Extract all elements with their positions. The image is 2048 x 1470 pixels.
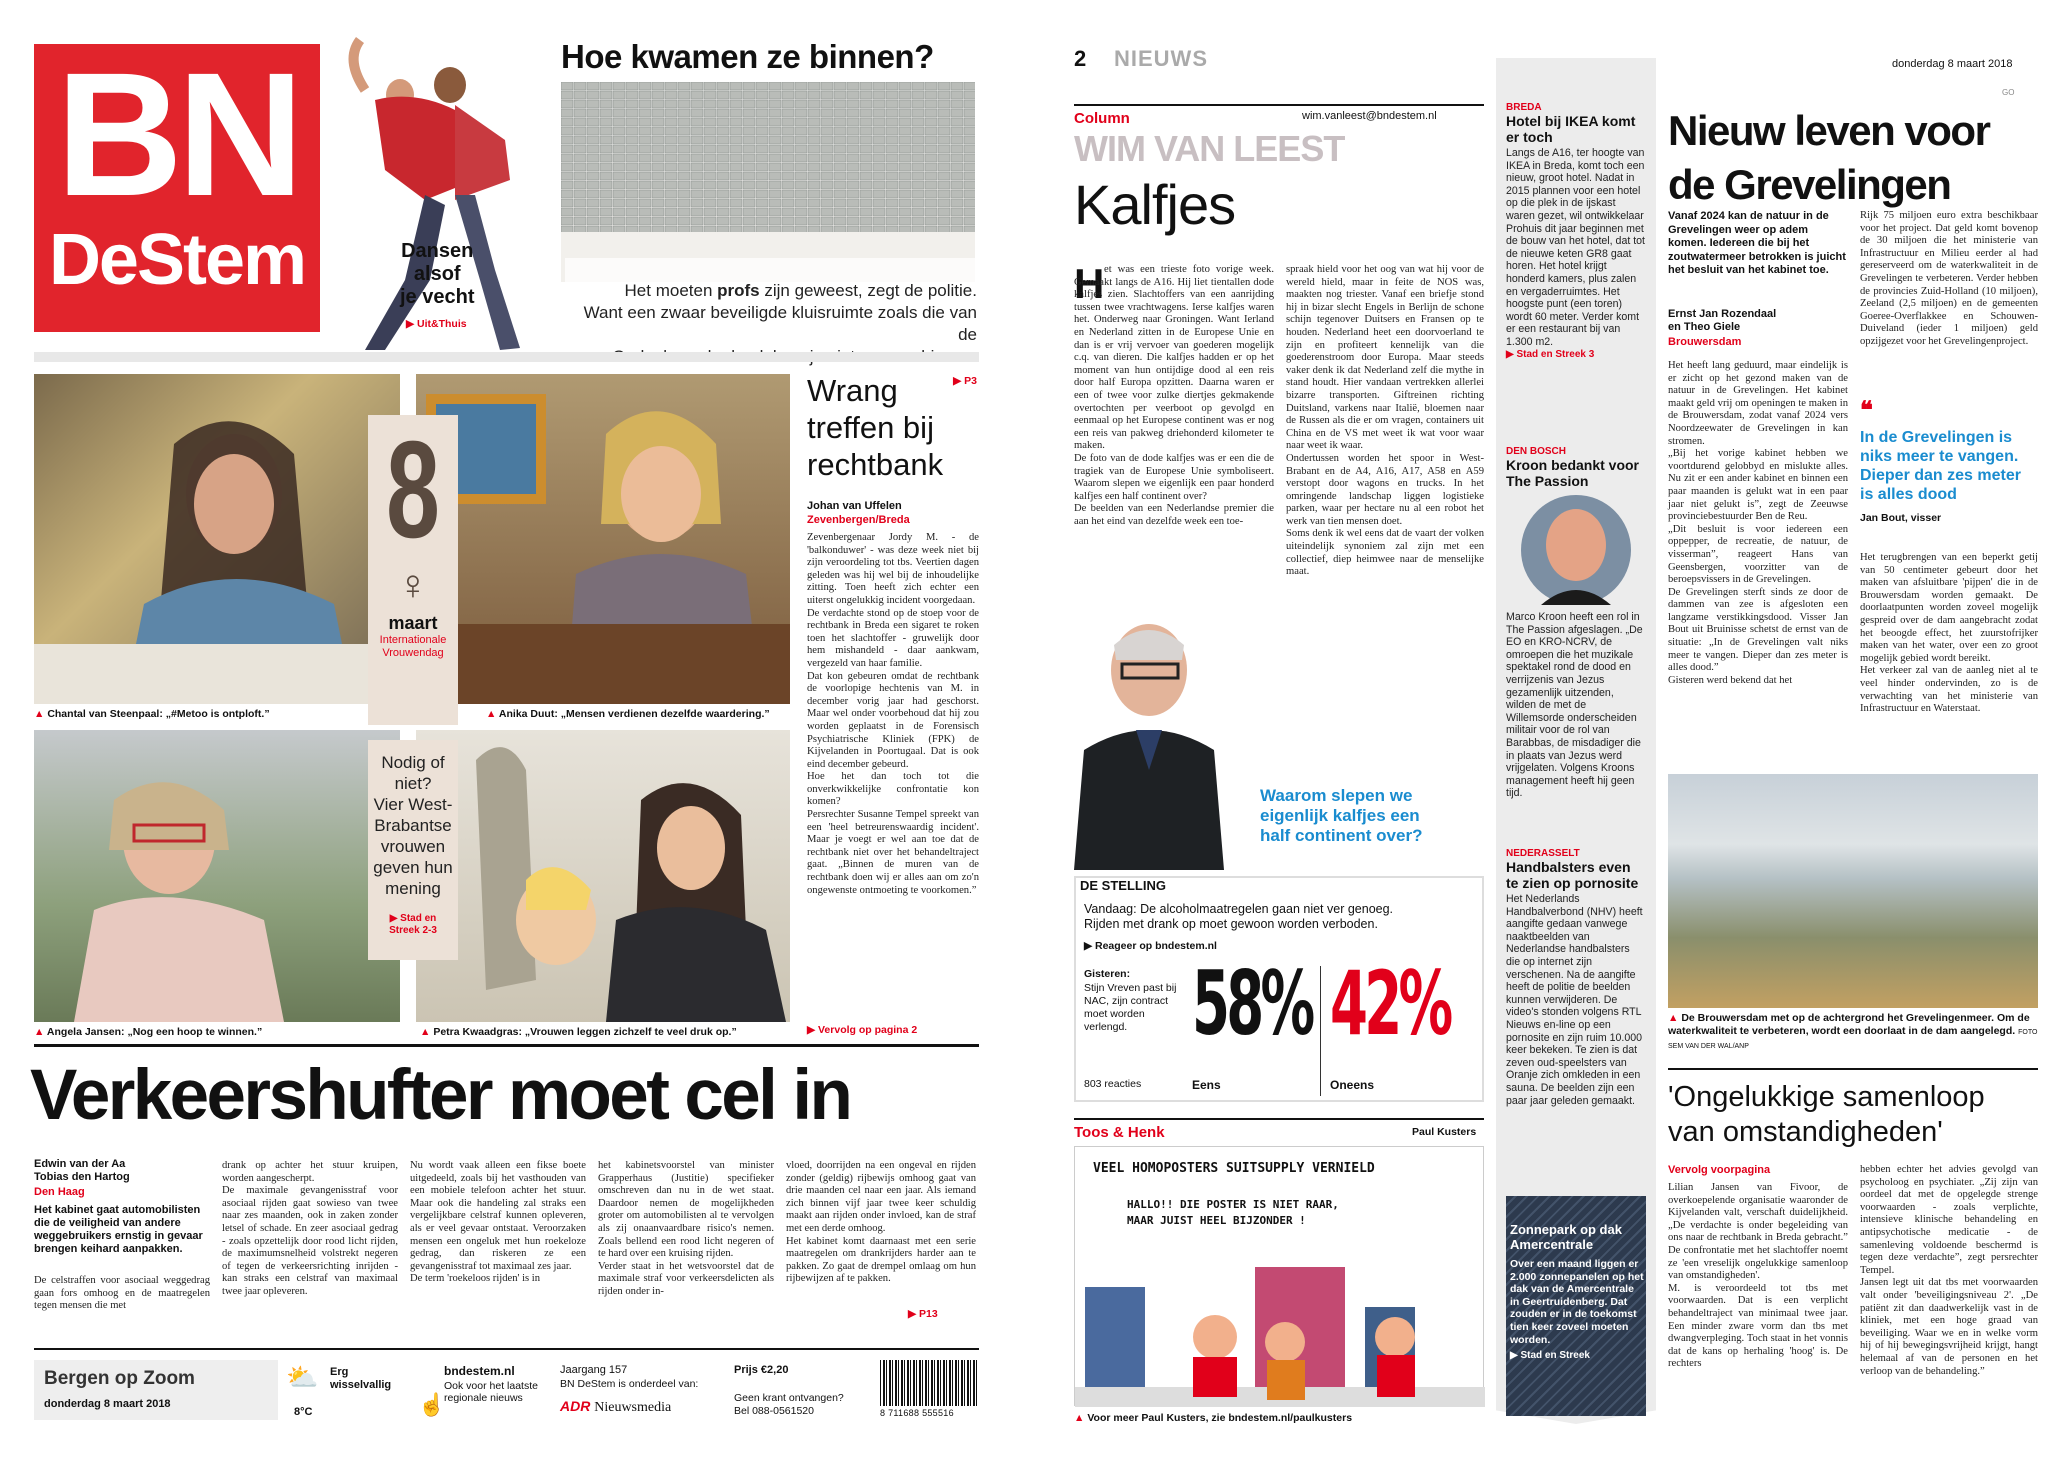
comic-caption[interactable]: ▲ Voor meer Paul Kusters, zie bndestem.nl/paulkusters [1074,1412,1352,1424]
barcode [880,1360,978,1406]
comic-drawing [1075,1247,1485,1407]
court-place: Zevenbergen/Breda [807,514,910,526]
traffic-col5: vloed, doorrijden na een ongeval en rijden zonder (geldig) rijbewijs omhoog gaat van drie maanden cel naar een jaar. Als iemand zich binnen vijf jaar twee keer schuldig maakt aan rijden onder invloed, kan de straf met een derde omhoog. Het kabinet komt daarnaast met een serie maatregelen om drankrijders harder aan te pakken. Zo gaat de drempel omlaag om hun rijbewijzen af te pakken. [786,1160,976,1285]
photo-chantal [34,374,400,704]
vault-caption-pre: Het moeten [624,281,718,300]
no-label: Oneens [1330,1078,1375,1092]
samenloop-headline[interactable]: 'Ongelukkige samenloop van omstandigheden' [1668,1081,1985,1148]
caption-petra: ▲ Petra Kwaadgras: „Vrouwen leggen zichzelf te veel druk op.” [420,1026,737,1038]
grevelingen-col2: Rijk 75 miljoen euro extra beschikbaar voor het project. Dat geld komt bovenop de 30 miljoen die het ministerie van Infrastructuur en Milieu eerder al had gereserveerd om de waterkwaliteit in de Grevelingen te verbeteren. Verder hebben de provincies Zuid-Holland (10 miljoen), Zeeland (2,5 miljoen) en de gemeenten Goeree-Overflakkee en Schouwen-Duiveland (ieder 1 miljoen) geld opzijgezet voor het Grevelingenproject. [1860,210,2038,347]
sidebar-text: Het Nederlands Handbalverbond (NHV) heeft aangifte gedaan vanwege naaktbeelden van Nederlandse handbalsters die op internet zijn verschenen. Na de aangifte heeft de politie de beelden kunnen verwijderen. De video's stonden volgens RTL Nieuws en-line op een pornosite en zijn ruim 10.000 keer bekeken. Te zien is dat zeven oud-speelsters van Oranje zich omkleden in een sauna. De beelden zijn een paar jaar geleden gemaakt. [1506,893,1643,1107]
grevelingen-authors: Ernst Jan Rozendaal en Theo Giele [1668,308,1777,333]
comic-top-rule [1074,1118,1484,1120]
stelling-yesterday: Stijn Vreven past bij NAC, zijn contract moet worden verlengd. [1084,982,1177,1033]
traffic-col2: drank op achter het stuur kruipen, worden aangescherpt. De maximale gevangenisstraf voor asociaal rijden gaat sowieso van twee naar zes maanden, ook in zaken zonder letsel of schade. En zeer asociaal gedrag - zoals opzettelijk door rood licht rijden, de maximumsnelheid volstrekt negeren of tegen de verkeersrichting inrijden - kan straks een celstraf van maximaal twee jaar opleveren. [222,1160,398,1297]
sidebar-item-breda[interactable] [1506,102,1646,360]
sidebar-title: Kroon bedankt voor The Passion [1506,457,1640,489]
yes-label: Eens [1192,1078,1221,1092]
mid-divider [34,1044,979,1047]
vault-caption-bold: profs [717,281,760,300]
sidebar-text: Langs de A16, ter hoogte van IKEA in Breda, komt toch een nieuw, groot hotel. Nadat in 2015 plannen voor een hotel op die plek in de ijskast waren gezet, wil ontwikkelaar Prohuis dit jaar beginnen met de bouw van het hotel, dat tot de nieuwe keten GR8 gaat horen. Het hotel krijgt honderd kamers, plus zalen en vergaderruimtes. Het hoogste punt (een toren) wordt 60 meter. Verder komt er een restaurant bij van 1.300 m2. [1506,147,1645,348]
teaser-text: Nodig of niet? Vier West- Brabantse vrouwen geven hun mening [373,753,453,898]
court-body: Zevenbergenaar Jordy M. - de 'balkonduwer' - was deze week niet bij zijn veroordeling tot tbs. Veertien dagen geleden was hij wel bij de inhoudelijke zitting. Toen heeft zich echter een uiterst ongelukkig incident voorgedaan. De verdachte stond op de stoep voor de rechtbank in Breda een sigaret te roken toen het slachtoffer - gruwelijk door hem mishandeld - daar aankwam, vergezeld van haar familie. Dat kon gebeuren omdat de rechtbank de voorlopige hechtenis van M. in december vorig jaar had geschorst. Maar wel onder voorbehoud dat hij zou worden geplaatst in de Forensisch Psychiatrische Kliniek (FPK) de Kijvelanden in Poortugaal. Dat is ook eind december gebeurd. Hoe het dan toch tot die onverkwikkelijke confrontatie kon komen? Persrechter Susanne Tempel spreekt van een 'heel betreurenswaardig incident'. Maar je voegt er wel aan toe dat de rechtbank niet over het behandeltraject gaat. „Binnen de muren van de rechtbank doen wij er alles aan om zo'n ongewenste ontmoeting te voorkomen.” [807,532,979,896]
traffic-ref[interactable]: ▶ P13 [908,1308,938,1320]
stelling-box [1074,876,1484,1102]
barcode-number: 8 711688 555516 [880,1408,954,1418]
vrouwendag-teaser-box[interactable] [368,740,458,960]
comic-panel [1074,1146,1484,1406]
traffic-place: Den Haag [34,1186,85,1198]
solar-ref[interactable]: ▶ Stad en Streek [1510,1350,1644,1361]
weather-text: Erg wisselvallig [330,1366,392,1391]
footer-site[interactable]: bndestem.nl [444,1364,515,1378]
sidebar-place: NEDERASSELT [1506,848,1580,859]
photo-petra [416,730,790,1022]
stelling-yesterday-label: Gisteren: [1084,968,1131,980]
no-percentage: 42% [1330,952,1450,1055]
caption-chantal: ▲ Chantal van Steenpaal: „#Metoo is ontploft.” [34,708,270,720]
adr-logo-sub: Nieuwsmedia [594,1400,672,1415]
footer-jaargang: Jaargang 157 [560,1364,628,1376]
column-kicker: Column [1074,110,1130,127]
brouwersdam-caption [1668,1012,2038,1053]
region-name: Bergen op Zoom [44,1368,195,1389]
vrouwendag-box [368,415,458,725]
court-author: Johan van Uffelen [807,500,902,512]
court-headline[interactable]: Wrang treffen bij rechtbank [807,373,944,482]
adr-logo [560,1398,671,1416]
sidebar-item-solar[interactable] [1510,1222,1644,1361]
photo-anika [416,374,790,704]
footer-price: Prijs €2,20 [734,1364,789,1376]
column-author: WIM VAN LEEST [1074,128,1345,169]
female-symbol-icon: ♀ [397,561,429,608]
page-number: 2 [1074,46,1087,71]
weather-icon: ⛅ [286,1362,319,1392]
grevelingen-quote-by: Jan Bout, visser [1860,512,1942,524]
column-col1: et was een trieste foto vorige week. Gemaakt langs de A16. Hij liet tientallen dode kalfjes zien. Slachtoffers van een aanrijding tussen twee vrachtwagens. Ierse kalfjes waren het. Onderweg naar Groningen. Want Ierland en Nederland zitten in de Europese Unie en dan is er vrij vervoer van goederen mogelijk c.q. van dieren. Die kalfjes hadden er op het moment van hun ontijdige dood al een reis door half Europa opzitten. Daarna waren er een of twee voor zulke diertjes gekmakende overtochten per veerboot op gevolgd en eenmaal op het Europese continent was er nog een reis van pakweg driehonderd kilometer te maken. De foto van de dode kalfjes was er een die de tragiek van de Europese Unie symboliseert. Waarom slepen we eigenlijk een paar honderd kalfjes een half continent over? De beelden van een Nederlandse premier die aan het eind van dezelfde week een toe- [1074,264,1274,527]
solar-title: Zonnepark op dak Amercentrale [1510,1222,1622,1252]
front-page [0,0,1000,1470]
grevelingen-lead: Vanaf 2024 kan de natuur in de Grevelingen weer op adem komen. Iedereen die bij het zoutwatermeer betrokken is juicht het besluit van het kabinet toe. [1668,210,1846,276]
grevelingen-headline[interactable]: Nieuw leven voor de Grevelingen [1668,107,1990,208]
comic-headline: VEEL HOMOPOSTERS SUITSUPPLY VERNIELD [1093,1161,1375,1176]
grevelingen-col1: Het heeft lang geduurd, maar eindelijk is er zicht op het gezond maken van de natuur in de Grevelingen. Het kabinet maakt geld vrij om openingen te maken in de Brouwersdam, zodat vanaf 2024 vers Noordzeewater de Grevelingen in kan stromen. „Bij het vorige kabinet hebben we voortdurend gelobbyd en mislukte alles. Nu zit er een ander kabinet en binnen een paar maanden is gelukt wat in een paar jaar niet gelukt is”, zegt de Zeeuwse provinciebestuurder Ben de Reu. „Dit besluit is voor iedereen een oppepper, de recreatie, de natuur, de visserman”, reageert Hans van Geensbergen, voorzitter van de beroepsvissers in de Grevelingen. De Grevelingen sterft sinds ze door de dammen van zee is afgesloten een langzame verstikkingsdood. Visser Jan Bout uit Bruinisse schetst de ernst van de situatie: „In de Grevelingen valt niks meer te vangen. Dieper dan zes meter is alles dood.” Gisteren werd bekend dat het [1668,360,1848,686]
sidebar-title: Handbalsters even te zien op pornosite [1506,859,1639,891]
weather-temp: 8°C [294,1406,313,1418]
column-top-rule [1074,104,1484,106]
adr-logo-mark: ADR [560,1398,591,1414]
photo-angela [34,730,400,1022]
teaser-ref[interactable]: ▶ Stad en Streek 2-3 [368,913,458,937]
region-box [34,1360,278,1420]
masthead-bn: BN [55,37,299,233]
footer-partof: BN DeStem is onderdeel van: [560,1378,699,1390]
photo-credit: FOTO SEM VAN DER WAL/ANP [1668,1029,2038,1050]
samenloop-col1: Lilian Jansen van Fivoor, de overkoepelende organisatie waaronder de Kijvelanden valt, verschaft duidelijkheid. „De verdachte is onder begeleiding van ons naar de rechtbank in Breda gebracht.” De confrontatie met het slachtoffer noemt ze 'een vreselijk ongelukkige samenloop van omstandigheden'. M. is veroordeeld tot tbs met voorwaarden. Dat is een verplicht behandeltraject van minimaal twee jaar. Een minder zware vorm dan tbs met dwangverpleging. Toch staat in het vonnis dat de kans op herhaling 'hoog' is. De rechters [1668,1182,1848,1370]
comic-title: Toos & Henk [1074,1124,1165,1141]
court-ref[interactable]: ▶ Vervolg op pagina 2 [807,1024,917,1036]
stelling-text: Vandaag: De alcoholmaatregelen gaan niet ver genoeg. Rijden met drank op moet gewoon worden verboden. [1084,902,1394,931]
vault-photo [561,82,975,282]
page-date: donderdag 8 maart 2018 [1892,58,2013,70]
masthead-destem: DeStem [48,220,306,300]
brouwersdam-photo [1668,774,2038,1008]
column-email[interactable]: wim.vanleest@bndestem.nl [1302,110,1437,122]
traffic-headline[interactable]: Verkeershufter moet cel in [30,1056,851,1135]
traffic-col1: De celstraffen voor asociaal weggedrag gaan fors omhoog en de maatregelen tegen mensen die met [34,1275,210,1312]
comic-artist: Paul Kusters [1412,1126,1477,1138]
footer-rule [34,1348,979,1350]
stelling-react[interactable]: ▶ Reageer op bndestem.nl [1084,940,1217,952]
footer-site-sub: Ook voor het laatste regionale nieuws [444,1380,538,1404]
date-number: 8 [386,413,440,567]
stelling-label: DE STELLING [1076,878,1170,893]
comic-speech: HALLO!! DIE POSTER IS NIET RAAR, MAAR JUIST HEEL BIJZONDER ! [1127,1198,1339,1227]
vault-caption-post: zijn geweest, zegt de politie. Want een zwaar beveiligde kluisruimte zoals die van de [583,281,977,344]
vault-headline[interactable]: Hoe kwamen ze binnen? [561,38,934,75]
caption-angela: ▲ Angela Jansen: „Nog een hoop te winnen.” [34,1026,262,1038]
dance-ref[interactable]: ▶ Uit&Thuis [406,318,467,330]
stelling-reacties: 803 reacties [1084,1078,1142,1090]
dance-title[interactable]: Dansen alsof je vecht [400,240,475,308]
kroon-photo [1521,495,1631,605]
masthead-logo[interactable] [34,37,320,332]
sidebar-text: Marco Kroon heeft een rol in The Passion afgeslagen. „De EO en KRO-NCRV, de omroepen die het muzikale spektakel rond de dood en verrijzenis van Jezus gezamenlijk uitzenden, wilden de met de Willemsorde onderscheiden militair voor de rol van Barabbas, de misdadiger die in plaats van Jezus werd vrijgelaten. Volgens Kroons management heeft hij geen tijd. [1506,611,1643,800]
vault-ref[interactable]: ▶ P3 [953,375,977,387]
yes-percentage: 58% [1192,952,1312,1055]
inside-page [1040,0,2048,1470]
poll-divider [1320,966,1321,1096]
solar-text: Over een maand liggen er 2.000 zonnepanelen op het dak van de Amercentrale in Geertruidenberg. Dat zouden er in de toekomst tien keer zoveel moeten worden. [1510,1258,1644,1346]
sidebar-item-denbosch[interactable] [1506,446,1646,800]
traffic-col4: het kabinetsvoorstel van minister Grapperhaus (Justitie) specifieker omschreven dan nu in de wet staat. Daardoor nemen de mogelijkheden groter om automobilisten al te vervolgen als zij onaanvaardbare risico's nemen. Zoals bellend een rood licht negeren of te hard over een kruising rijden. Verder staat in het wetsvoorstel dat de maximale straf voor verkeersdelicten als rijden onder in- [598,1160,774,1297]
footer-date: donderdag 8 maart 2018 [44,1398,171,1410]
brouwersdam-caption-text: De Brouwersdam met op de achtergrond het Grevelingenmeer. Om de waterkwaliteit te verbeteren, wordt een doorlaat in de dam aangelegd. [1668,1012,2030,1037]
sidebar-item-nederasselt[interactable] [1506,848,1646,1107]
sidebar-place: BREDA [1506,102,1542,113]
traffic-lead: Het kabinet gaat automobilisten die de veiligheid van andere weggebruikers ernstig in gevaar brengen keihard aanpakken. [34,1204,203,1255]
page-go: GO [2002,88,2015,97]
column-quote: Waarom slepen we eigenlijk kalfjes een half continent over? [1260,786,1423,845]
traffic-col3: Nu wordt vaak alleen een fikse boete uitgedeeld, zoals bij het vasthouden van een mobiele telefoon achter het stuur. Maar ook die handeling zal straks een vergelijkbare celstraf kunnen opleveren, als er veel gevaar ontstaat. Veroorzaken mensen een ongeluk met hun roekeloze gedrag, dan riskeren ze een gevangenisstraf tot maximaal zes jaar. De term 'roekeloos rijden' is in [410,1160,586,1285]
traffic-authors: Edwin van der Aa Tobias den Hartog [34,1158,130,1183]
samenloop-kicker: Vervolg voorpagina [1668,1164,1771,1176]
samenloop-top-rule [1668,1068,2038,1070]
top-divider [34,352,979,362]
date-event: Internationale Vrouwendag [379,634,447,659]
hand-pointer-icon: ☝ [418,1392,446,1417]
columnist-photo [1074,600,1224,870]
section-name: NIEUWS [1114,46,1208,71]
grevelingen-place: Brouwersdam [1668,336,1742,348]
sidebar-ref[interactable]: ▶ Stad en Streek 3 [1506,349,1646,360]
sidebar-title: Hotel bij IKEA komt er toch [1506,113,1636,145]
grevelingen-quote: In de Grevelingen is niks meer te vangen. Dieper dan zes meter is alles dood [1860,429,2021,503]
sidebar-place: DEN BOSCH [1506,446,1567,457]
footer-subscribe: Geen krant ontvangen? Bel 088-0561520 [734,1392,844,1417]
column-title[interactable]: Kalfjes [1074,173,1236,236]
caption-anika: ▲ Anika Duut: „Mensen verdienen dezelfde waardering.” [486,708,770,720]
column-col2: spraak hield voor het oog van wat hij voor de wereld hield, maar in feite de NOS was, maakten nog triester. Vanaf een briefje stond hij in bizar slecht Engels in Berlijn de schone schijn tegenover Duitsers en Fransen op te houden. Nederland heet een doorvoerland te zijn en profiteert kennelijk van die goederenstroom door Europa. Maar steeds vaker denk ik dat Nederland zelf die mythe in stand houdt. Hier vandaan vertrekken allerlei bizarre transporten. Giftreinen richting Duitsland, varkens naar Italië, bloemen naar de Russen als die er om vragen, containers uit China en de VS met weet ik wat voor waar naar weet ik waar. Ondertussen worden het spoor in West-Brabant en de A4, A16, A17, A58 en A59 verstopt door wagons en trucks. In het omringende landschap liggen logistieke parken, waar per hectare nu al een robot het werk van tien mensen doet. Soms denk ik wel eens dat de vaart der volken uiteindelijk synoniem zal zijn met een collectief, diep heimwee naar de menselijke maat. [1286,264,1484,578]
samenloop-col2: hebben echter het advies gevolgd van psycholoog en psychiater. „Zij zijn van oordeel dat met de opgelegde strenge voorwaarden - zoals verplichte, intensieve klinische behandeling en antipsychotische medicatie - de samenleving voldoende beschermd is tegen deze verdachte”, zegt persrechter Tempel. Jansen legt uit dat tbs met voorwaarden valt onder 'beveiligingsniveau 2'. „De patiënt zit dan daadwerkelijk vast in de kliniek, met een hoge graad van beveiliging. Waar we en in welke vorm hij of hij bewegingsvrijheid krijgt, hangt helemaal af van de personen en het verloop van de behandeling.” [1860,1164,2038,1377]
date-month: maart [388,613,438,633]
dropcap: H [1074,260,1105,307]
grevelingen-col2b: Het terugbrengen van een beperkt getij van 50 centimeter gebeurt door het maken van afsluitbare 'pijpen' die in de Brouwersdam worden gemaakt. De doorlaatpunten worden zoveel mogelijk gespreid over de dam aangebracht zodat het beoogde effect, het zuurstofrijker maken van het water, over een zo groot mogelijk gebied wordt bereikt. Het verkeer zal van de aanleg niet al te veel hinder ondervinden, zo is de verwachting van het ministerie van Infrastructuur en Waterstaat. [1860,552,2038,715]
quote-icon: ❝ [1860,397,1873,424]
